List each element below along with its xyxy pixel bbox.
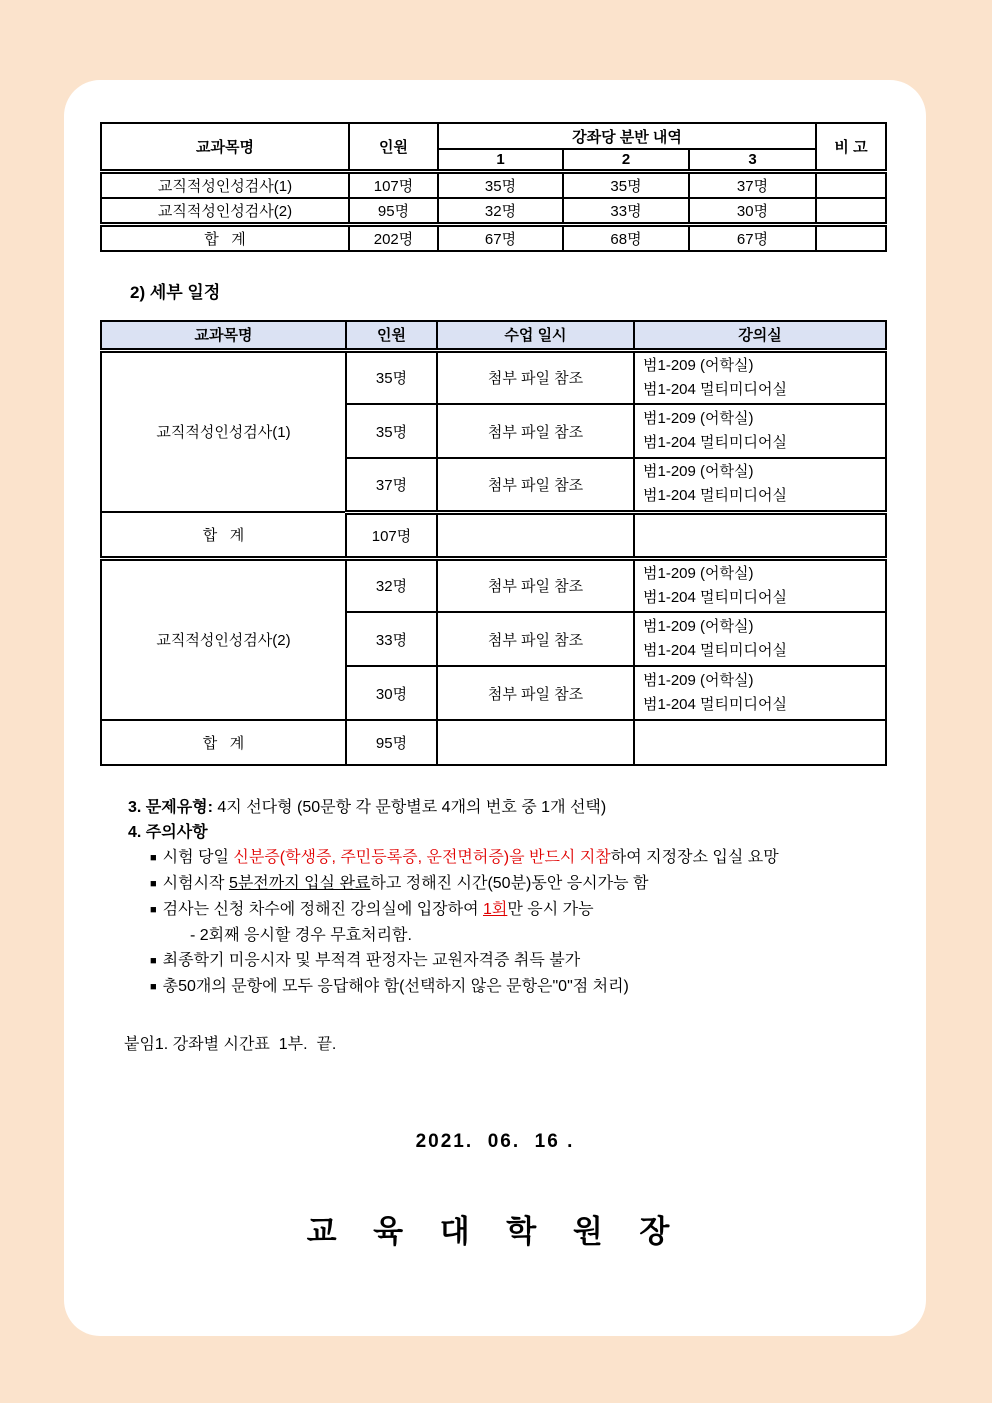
header-division: 강좌당 분반 내역 <box>438 123 816 149</box>
caution-title: 4. 주의사항 <box>128 824 208 841</box>
cell-note <box>816 172 886 199</box>
question-type-line <box>128 795 890 820</box>
cell-datetime: 첨부 파일 참조 <box>437 612 634 666</box>
cell-d1: 35명 <box>438 172 563 199</box>
cell-total-d3: 67명 <box>689 225 816 252</box>
schedule-row <box>101 350 886 404</box>
room-line-1: 범1-209 (어학실) <box>643 564 754 582</box>
enrollment-table <box>100 122 887 252</box>
caution-item-1 <box>150 845 890 871</box>
cell-room <box>634 350 886 404</box>
cell-count: 30명 <box>346 666 437 720</box>
cell-total-d1: 67명 <box>438 225 563 252</box>
caution-item-2 <box>150 871 890 897</box>
cell-total-label: 합 계 <box>101 720 346 765</box>
cell-room <box>634 612 886 666</box>
cell-room <box>634 404 886 458</box>
cell-d1: 32명 <box>438 198 563 225</box>
bullet-icon: ■ <box>150 904 157 916</box>
caution-3-subnote: - 2회째 응시할 경우 무효처리함. <box>190 927 412 944</box>
room-line-1: 범1-209 (어학실) <box>643 410 754 427</box>
caution-1-pre: 시험 당일 <box>162 849 234 866</box>
cell-d3: 37명 <box>689 172 816 199</box>
question-type-text: 4지 선다형 (50문항 각 문항별로 4개의 번호 중 1개 선택) <box>212 799 607 816</box>
schedule-header-row <box>101 321 886 350</box>
attachment-line: 붙임1. 강좌별 시간표 1부. 끝. <box>124 1036 337 1053</box>
cell-d2: 33명 <box>563 198 689 225</box>
caution-2-underline: 5분전까지 입실 완료 <box>228 875 371 892</box>
cell-datetime: 첨부 파일 참조 <box>437 350 634 404</box>
notes-section <box>128 795 890 1000</box>
cell-datetime: 첨부 파일 참조 <box>437 404 634 458</box>
cell-total-label: 합 계 <box>101 225 349 252</box>
schedule-row <box>101 558 886 612</box>
cell-empty <box>437 512 634 558</box>
caution-4-text: 최종학기 미응시자 및 부적격 판정자는 교원자격증 취득 불가 <box>162 952 581 969</box>
cell-empty <box>634 512 886 558</box>
cell-datetime: 첨부 파일 참조 <box>437 666 634 720</box>
total-row <box>101 225 886 252</box>
caution-2-pre: 시험시작 <box>162 875 229 892</box>
room-line-1: 범1-209 (어학실) <box>643 463 754 481</box>
cell-total-count: 202명 <box>349 225 438 252</box>
cell-total-note <box>816 225 886 252</box>
caution-1-post: 하여 지정장소 입실 요망 <box>610 849 779 866</box>
caution-3-red-underline: 1회 <box>483 901 508 918</box>
room-line-1: 범1-209 (어학실) <box>643 618 754 635</box>
cell-total-label: 합 계 <box>101 512 346 558</box>
cell-count: 32명 <box>346 558 437 612</box>
header-division-1: 1 <box>438 149 563 172</box>
header-subject: 교과목명 <box>101 321 346 350</box>
room-line-2: 범1-204 멀티미디어실 <box>643 696 787 713</box>
header-count: 인원 <box>346 321 437 350</box>
cell-datetime: 첨부 파일 참조 <box>437 558 634 612</box>
cell-count: 107명 <box>349 172 438 199</box>
room-line-2: 범1-204 멀티미디어실 <box>643 434 787 451</box>
schedule-total-row <box>101 720 886 765</box>
room-line-2: 범1-204 멀티미디어실 <box>643 380 787 398</box>
header-datetime: 수업 일시 <box>437 321 634 350</box>
caution-item-5 <box>150 974 890 1000</box>
cell-empty <box>437 720 634 765</box>
caution-3-pre: 검사는 신청 차수에 정해진 강의실에 입장하여 <box>162 901 483 918</box>
question-type-title: 3. 문제유형: <box>128 799 213 816</box>
caution-item-3 <box>150 897 890 923</box>
header-note: 비 고 <box>816 123 886 172</box>
cell-subject: 교직적성인성검사(2) <box>101 558 346 720</box>
document-date: 2021. 06. 16 . <box>415 1131 575 1152</box>
caution-2-post: 하고 정해진 시간(50분)동안 응시가능 함 <box>370 875 649 892</box>
signature-title: 교 육 대 학 원 장 <box>306 1214 684 1249</box>
header-division-2: 2 <box>563 149 689 172</box>
cell-count: 35명 <box>346 350 437 404</box>
header-division-3: 3 <box>689 149 816 172</box>
cell-total-d2: 68명 <box>563 225 689 252</box>
caution-3-post: 만 응시 가능 <box>507 901 594 918</box>
cell-datetime: 첨부 파일 참조 <box>437 458 634 512</box>
bullet-icon: ■ <box>150 878 157 890</box>
cell-d3: 30명 <box>689 198 816 225</box>
cell-d2: 35명 <box>563 172 689 199</box>
cell-room <box>634 666 886 720</box>
bullet-icon: ■ <box>150 852 157 864</box>
cell-room <box>634 558 886 612</box>
cell-total-count: 95명 <box>346 720 437 765</box>
bullet-icon: ■ <box>150 981 157 993</box>
table-row <box>101 172 886 199</box>
enrollment-header-row <box>101 123 886 149</box>
room-line-1: 범1-209 (어학실) <box>643 672 754 689</box>
cell-empty <box>634 720 886 765</box>
room-line-1: 범1-209 (어학실) <box>643 356 754 374</box>
cell-note <box>816 198 886 225</box>
room-line-2: 범1-204 멀티미디어실 <box>643 588 787 606</box>
schedule-heading: 2) 세부 일정 <box>130 283 221 302</box>
caution-5-text: 총50개의 문항에 모두 응답해야 함(선택하지 않은 문항은"0"점 처리) <box>162 978 629 995</box>
caution-1-red: 신분증(학생증, 주민등록증, 운전면허증)을 반드시 지참 <box>233 849 611 866</box>
bullet-icon: ■ <box>150 955 157 967</box>
cell-subject: 교직적성인성검사(2) <box>101 198 349 225</box>
table-row <box>101 198 886 225</box>
document-page <box>64 80 926 1336</box>
cell-count: 95명 <box>349 198 438 225</box>
room-line-2: 범1-204 멀티미디어실 <box>643 487 787 505</box>
cell-total-count: 107명 <box>346 512 437 558</box>
schedule-total-row <box>101 512 886 558</box>
cell-room <box>634 458 886 512</box>
header-subject: 교과목명 <box>101 123 349 172</box>
room-line-2: 범1-204 멀티미디어실 <box>643 642 787 659</box>
schedule-table <box>100 320 887 766</box>
cell-count: 37명 <box>346 458 437 512</box>
cell-count: 33명 <box>346 612 437 666</box>
caution-list <box>150 845 890 1000</box>
caution-item-4 <box>150 948 890 974</box>
header-count: 인원 <box>349 123 438 172</box>
cell-subject: 교직적성인성검사(1) <box>101 172 349 199</box>
cell-count: 35명 <box>346 404 437 458</box>
header-room: 강의실 <box>634 321 886 350</box>
cell-subject: 교직적성인성검사(1) <box>101 350 346 512</box>
